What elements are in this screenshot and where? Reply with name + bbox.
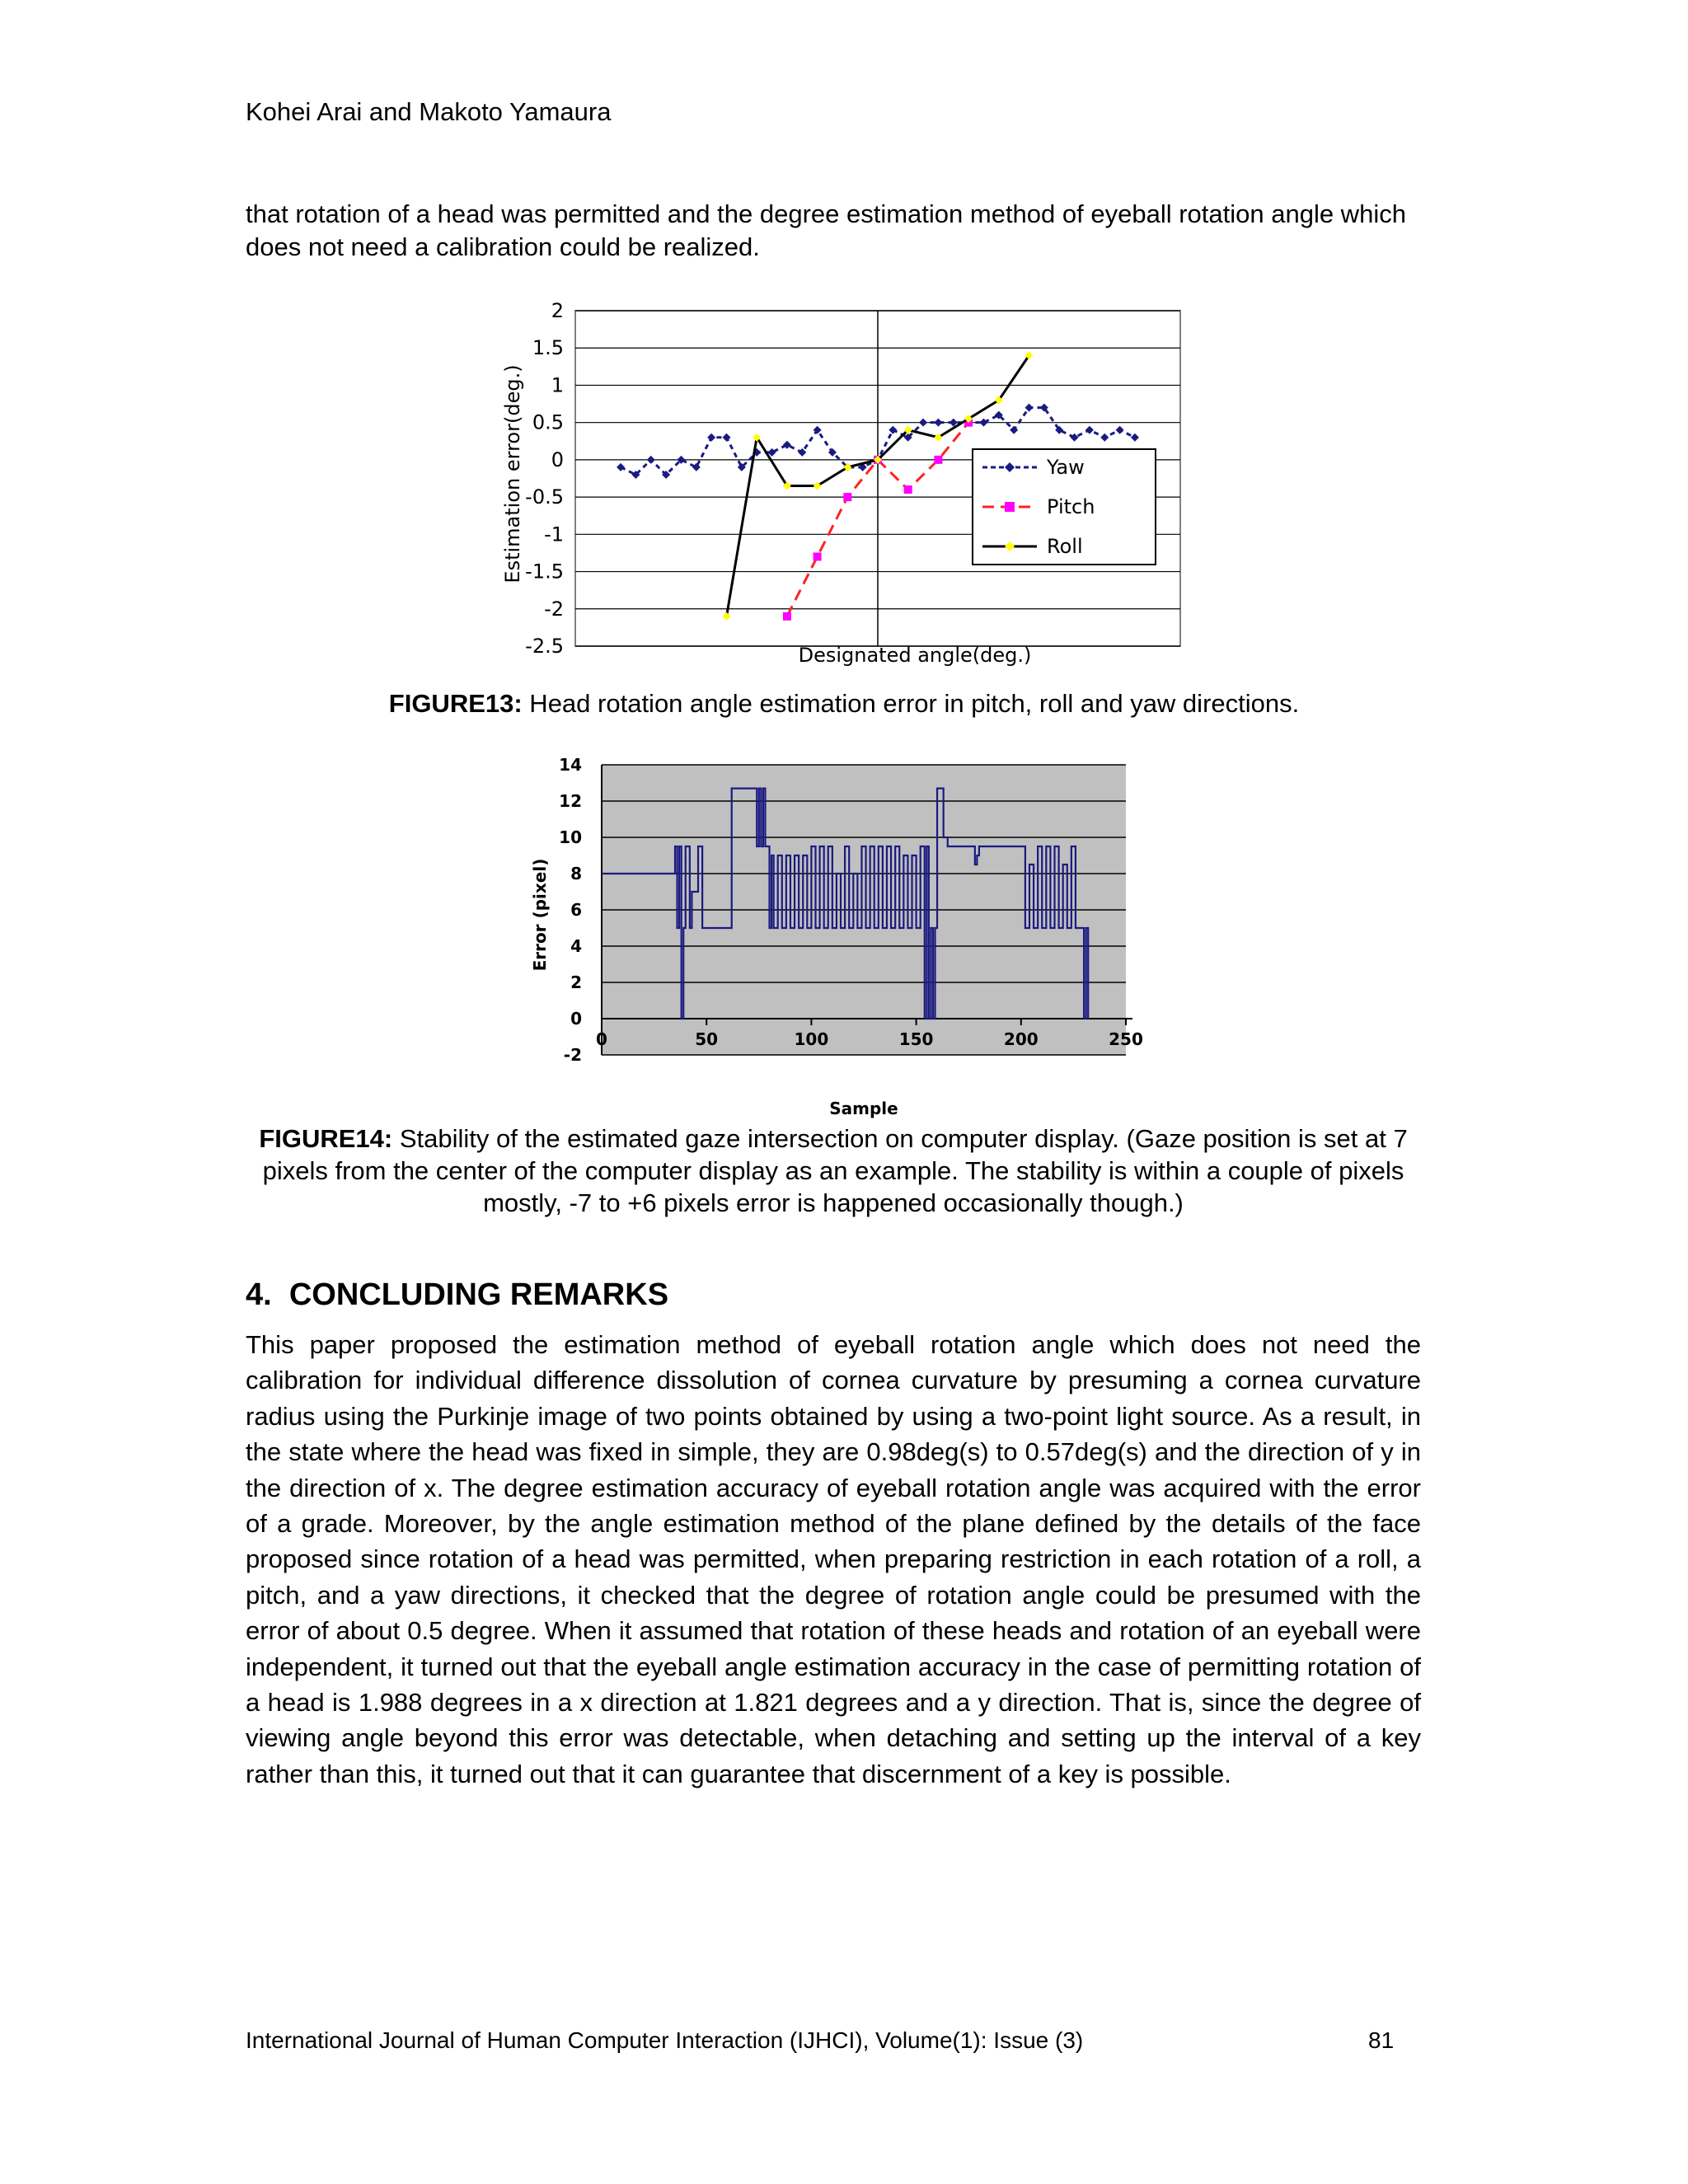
figure14-ytick: -2 — [563, 1045, 582, 1065]
figure13-pitch-point — [904, 485, 912, 494]
section-title: CONCLUDING REMARKS — [288, 1277, 669, 1312]
figure14-ylabel: Error (pixel) — [530, 858, 550, 972]
figure13-ytick: -0.5 — [525, 485, 564, 509]
figure13-caption — [0, 689, 1688, 719]
figure14-ytick: 2 — [570, 972, 582, 992]
figure14-caption-label: FIGURE14: — [259, 1124, 393, 1153]
figure13-caption-label: FIGURE13: — [388, 689, 523, 718]
figure13-ytick: 0.5 — [532, 410, 564, 434]
footer-journal: International Journal of Human Computer Interaction (IJHCI), Volume(1): Issue (3) — [246, 2027, 1084, 2053]
legend-yaw-label: Yaw — [1047, 456, 1085, 479]
figure13-chart — [486, 293, 1187, 672]
figure13-caption-text: Head rotation angle estimation error in pitch, roll and yaw directions. — [522, 689, 1300, 718]
section-number: 4. — [246, 1277, 272, 1312]
figure14-xtick: 250 — [1109, 1029, 1143, 1049]
figure13-ytick: 1 — [551, 373, 564, 397]
figure14-xtick: 100 — [794, 1029, 829, 1049]
figure13-ylabel: Estimation error(deg.) — [501, 364, 524, 583]
figure13-legend — [973, 449, 1156, 565]
figure14-xtick: 50 — [695, 1029, 719, 1049]
figure13-pitch-point — [843, 493, 851, 501]
figure14-chart — [503, 742, 1352, 1129]
figure13-ytick: -2.5 — [525, 635, 564, 658]
figure14-ytick: 12 — [559, 791, 582, 811]
figure13-ytick: 2 — [551, 299, 564, 322]
figure14-ytick: 8 — [570, 864, 582, 883]
figure13-pitch-point — [783, 612, 791, 621]
concluding-paragraph: This paper proposed the estimation method of eyeball rotation angle which does not need the calibration for individual difference dissolution of cornea curvature by presuming a cornea curvature radius using the Purkinje image of two points obtained by using a two-point light source. As a result, in the state where the head was fixed in simple, they are 0.98deg(s) to 0.57deg(s) and the direction of y in the direction of x. The degree estimation accuracy of eyeball rotation angle was acquired with the error of a grade. Moreover, by the angle estimation method of the plane defined by the details of the face proposed since rotation of a head was permitted, when preparing restriction in each rotation of a roll, a pitch, and a yaw directions, it checked that the degree of rotation angle could be presumed with the error of about 0.5 degree. When it assumed that rotation of these heads and rotation of an eyeball were independent, it turned out that the eyeball angle estimation accuracy in the case of permitting rotation of a head is 1.988 degrees in a x direction at 1.821 degrees and a y direction. That is, since the degree of viewing angle beyond this error was detectable, when detaching and setting up the interval of a key rather than this, it turned out that it can guarantee that discernment of a key is possible. — [246, 1330, 1421, 1788]
legend-pitch-label: Pitch — [1047, 495, 1095, 518]
page-number: 81 — [1368, 2027, 1395, 2053]
figure13-pitch-point — [934, 456, 942, 464]
figure14-caption — [246, 1122, 1421, 1219]
intro-paragraph: that rotation of a head was permitted and the degree estimation method of eyeball rotation angle which does not need a calibration could be realized. — [246, 199, 1406, 261]
figure13-xlabel: Designated angle(deg.) — [798, 644, 1032, 667]
figure14-xtick: 0 — [596, 1029, 607, 1049]
legend-roll-label: Roll — [1047, 535, 1083, 558]
figure14-ytick: 0 — [570, 1009, 582, 1029]
figure14-ytick: 6 — [570, 900, 582, 920]
figure14-ytick: 14 — [559, 755, 582, 775]
figure13-ytick: -1 — [544, 523, 564, 546]
figure14-xtick: 150 — [898, 1029, 934, 1049]
figure14-xtick: 200 — [1003, 1029, 1039, 1049]
figure13-ytick: -1.5 — [525, 560, 564, 583]
figure14-ytick: 10 — [559, 827, 582, 847]
figure14-xlabel: Sample — [829, 1099, 898, 1118]
figure14-caption-text: Stability of the estimated gaze intersection on computer display. (Gaze position is set at 7 pixels from the center of the computer display as an example. The stability is within a couple of pixels mostly, -7 to +6 pixels error is happened occasionally though.) — [262, 1124, 1408, 1217]
section-heading — [246, 1277, 668, 1313]
figure14-ytick: 4 — [570, 936, 582, 956]
figure13-ytick: 0 — [551, 448, 564, 471]
figure13-pitch-point — [814, 552, 822, 560]
legend-pitch-marker — [1005, 502, 1015, 512]
running-header: Kohei Arai and Makoto Yamaura — [246, 97, 612, 126]
figure13-ytick: -2 — [544, 597, 564, 621]
figure13-ytick: 1.5 — [532, 336, 564, 360]
